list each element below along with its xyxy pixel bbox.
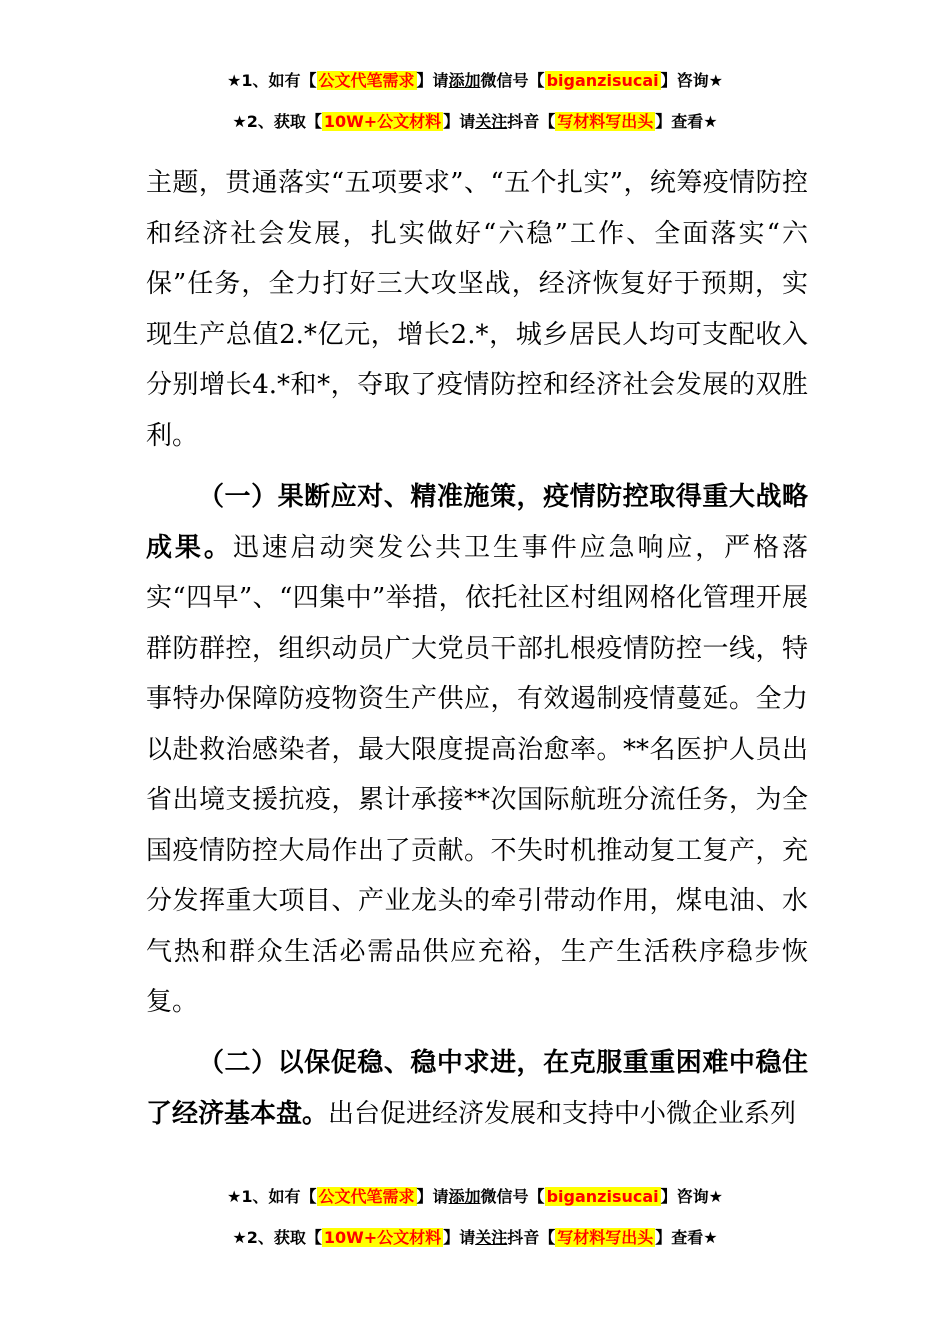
promo-text: 微信号【 bbox=[480, 71, 545, 90]
promo-suffix: 】咨询★ bbox=[660, 71, 723, 90]
promo-highlight-wechat-id: biganzisucai bbox=[546, 71, 659, 90]
promo-banner-wechat bbox=[0, 69, 950, 93]
promo-highlight-service: 公文代笔需求 bbox=[318, 1187, 415, 1206]
promo-highlight-materials: 10W+公文材料 bbox=[323, 112, 442, 131]
promo-prefix: ★2、获取【 bbox=[232, 1228, 322, 1247]
promo-underlined-action: 关注 bbox=[475, 1228, 508, 1247]
promo-highlight-wechat-id: biganzisucai bbox=[546, 1187, 659, 1206]
promo-underlined-action: 添加 bbox=[448, 1187, 481, 1206]
paragraph-body: 迅速启动突发公共卫生事件应急响应，严格落实“四早”、“四集中”举措，依托社区村组网格化管理开展群防群控，组织动员广大党员干部扎根疫情防控一线，特事特办保障防疫物资生产供应，有效遏制疫情蔓延。全力以赴救治感染者，最大限度提高治愈率。**名医护人员出省出境支援抗疫，累计承接**次国际航班分流任务，为全国疫情防控大局作出了贡献。不失时机推动复工复产，充分发挥重大项目、产业龙头的牵引带动作用，煤电油、水气热和群众生活必需品供应充裕，生产生活秩序稳步恢复。 bbox=[146, 532, 808, 1017]
promo-text: 微信号【 bbox=[480, 1187, 545, 1206]
promo-text: 抖音【 bbox=[507, 1228, 556, 1247]
promo-text: 】请 bbox=[416, 71, 449, 90]
promo-underlined-action: 添加 bbox=[448, 71, 481, 90]
promo-highlight-douyin-id: 写材料写出头 bbox=[557, 112, 654, 131]
promo-footer-wechat bbox=[0, 1185, 950, 1209]
promo-text: 】请 bbox=[443, 112, 476, 131]
section-paragraph-economy bbox=[146, 1038, 808, 1139]
promo-text: 抖音【 bbox=[507, 112, 556, 131]
promo-prefix: ★2、获取【 bbox=[232, 112, 322, 131]
paragraph-heading: （二）以保促稳、稳中求进，在克服重重困难中稳住了经济基本盘。 bbox=[146, 1048, 808, 1129]
section-paragraph-epidemic bbox=[146, 472, 808, 1028]
promo-highlight-service: 公文代笔需求 bbox=[318, 71, 415, 90]
promo-prefix: ★1、如有【 bbox=[227, 1187, 317, 1206]
paragraph-heading: （一）果断应对、精准施策，疫情防控取得重大战略成果。 bbox=[146, 482, 808, 563]
promo-underlined-action: 关注 bbox=[475, 112, 508, 131]
promo-highlight-douyin-id: 写材料写出头 bbox=[557, 1228, 654, 1247]
paragraph-body: 出台促进经济发展和支持中小微企业系列 bbox=[328, 1098, 797, 1129]
promo-suffix: 】查看★ bbox=[655, 112, 718, 131]
promo-highlight-materials: 10W+公文材料 bbox=[323, 1228, 442, 1247]
promo-text: 】请 bbox=[443, 1228, 476, 1247]
promo-text: 】请 bbox=[416, 1187, 449, 1206]
promo-banner-douyin bbox=[0, 110, 950, 134]
promo-prefix: ★1、如有【 bbox=[227, 71, 317, 90]
promo-footer-douyin bbox=[0, 1226, 950, 1250]
promo-suffix: 】咨询★ bbox=[660, 1187, 723, 1206]
body-paragraph bbox=[146, 158, 808, 461]
promo-suffix: 】查看★ bbox=[655, 1228, 718, 1247]
paragraph-body: 主题，贯通落实“五项要求”、“五个扎实”，统筹疫情防控和经济社会发展，扎实做好“六稳”工作、全面落实“六保”任务，全力打好三大攻坚战，经济恢复好于预期，实现生产总值2.*亿元，增长2.*，城乡居民人均可支配收入分别增长4.*和*，夺取了疫情防控和经济社会发展的双胜利。 bbox=[146, 168, 808, 451]
